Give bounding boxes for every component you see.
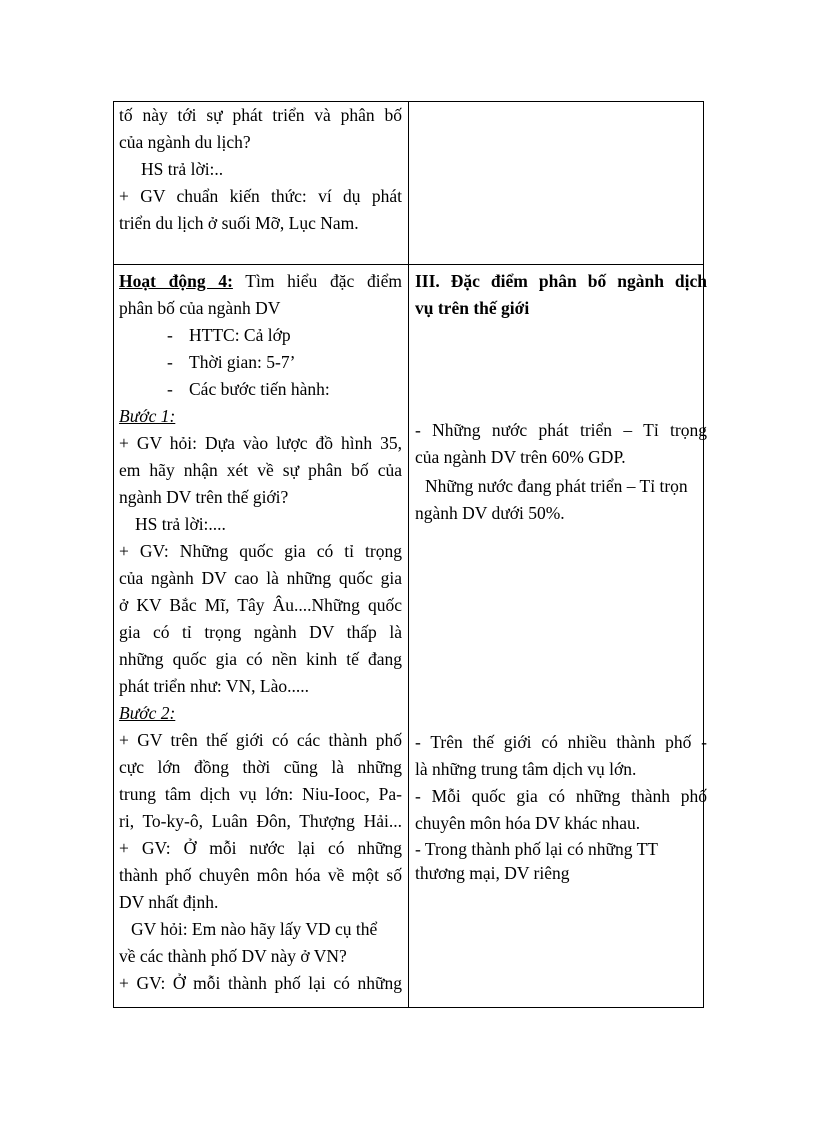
activity-heading <box>119 268 402 295</box>
gv-statement: + GV trên thế giới có các thành phố <box>119 730 402 750</box>
gv-statement: + GV: Ở mỗi thành phố lại có những <box>119 973 402 993</box>
question-1: ngành DV trên thế giới? <box>119 487 289 507</box>
step-2-label: Bước 2: <box>119 703 176 723</box>
content-point: - Trong thành phố lại có những TT <box>415 839 658 859</box>
bullet-item: - Thời gian: 5-7’ <box>119 349 402 376</box>
activity-title-rest: Tìm hiểu đặc điểm <box>232 271 402 291</box>
content-point: thương mại, DV riêng <box>415 863 570 883</box>
row-divider <box>114 264 703 265</box>
content-point: - Trên thế giới có nhiều thành phố - <box>415 732 707 752</box>
content-point: là những trung tâm dịch vụ lớn. <box>415 759 637 779</box>
column-divider <box>408 102 409 1007</box>
content-point: ngành DV dưới 50%. <box>415 503 565 523</box>
content-point: chuyên môn hóa DV khác nhau. <box>415 813 641 833</box>
gv-statement: ri, To-ky-ô, Luân Đôn, Thượng Hải... <box>119 811 402 831</box>
content-point: - Những nước phát triển – Tỉ trọng <box>415 420 707 440</box>
section-heading: III. Đặc điểm phân bố ngành dịch <box>415 271 707 291</box>
gv-question: về các thành phố DV này ở VN? <box>119 946 347 966</box>
activity-heading-line2: phân bố của ngành DV <box>119 298 281 318</box>
gv-statement: + GV chuẩn kiến thức: ví dụ phát <box>119 186 402 206</box>
section-heading: vụ trên thế giới <box>415 298 530 318</box>
gv-statement: gia có tỉ trọng ngành DV thấp là <box>119 622 402 642</box>
gv-statement: DV nhất định. <box>119 892 219 912</box>
gv-statement: của ngành DV cao là những quốc gia <box>119 568 402 588</box>
hs-answer: HS trả lời:.... <box>135 514 226 534</box>
gv-statement: trung tâm dịch vụ lớn: Niu-Iooc, Pa- <box>119 784 402 804</box>
row1-text-line: tố này tới sự phát triển và phân bố <box>119 105 402 125</box>
row2-left-cell <box>119 268 402 997</box>
gv-statement: những quốc gia có nền kinh tế đang <box>119 649 402 669</box>
gv-question: GV hỏi: Em nào hãy lấy VD cụ thể <box>131 919 378 939</box>
row1-left-cell <box>119 102 402 237</box>
lesson-table <box>113 101 707 1008</box>
step-1-label: Bước 1: <box>119 406 176 426</box>
hs-answer: HS trả lời:.. <box>141 159 224 179</box>
gv-statement: cực lớn đồng thời cũng là những <box>119 757 402 777</box>
content-point: - Mỗi quốc gia có những thành phố <box>415 786 707 806</box>
gv-statement: thành phố chuyên môn hóa về một số <box>119 865 402 885</box>
activity-title: Hoạt động 4: <box>119 271 233 291</box>
question-1: em hãy nhận xét về sự phân bố của <box>119 460 402 480</box>
gv-statement: + GV: Ở mỗi nước lại có những <box>119 838 402 858</box>
content-point: của ngành DV trên 60% GDP. <box>415 447 626 467</box>
bullet-item: - Các bước tiến hành: <box>119 376 402 403</box>
gv-statement: triển du lịch ở suối Mỡ, Lục Nam. <box>119 213 359 233</box>
row1-text-line: của ngành du lịch? <box>119 132 251 152</box>
gv-statement: ở KV Bắc Mĩ, Tây Âu....Những quốc <box>119 595 402 615</box>
row2-right-cell <box>415 268 707 885</box>
bullet-item: - HTTC: Cả lớp <box>119 322 402 349</box>
gv-statement: + GV: Những quốc gia có tỉ trọng <box>119 541 402 561</box>
gv-statement: phát triển như: VN, Lào..... <box>119 676 309 696</box>
content-point: Những nước đang phát triển – Tỉ trọn <box>425 476 688 496</box>
question-1: + GV hỏi: Dựa vào lược đồ hình 35, <box>119 433 402 453</box>
